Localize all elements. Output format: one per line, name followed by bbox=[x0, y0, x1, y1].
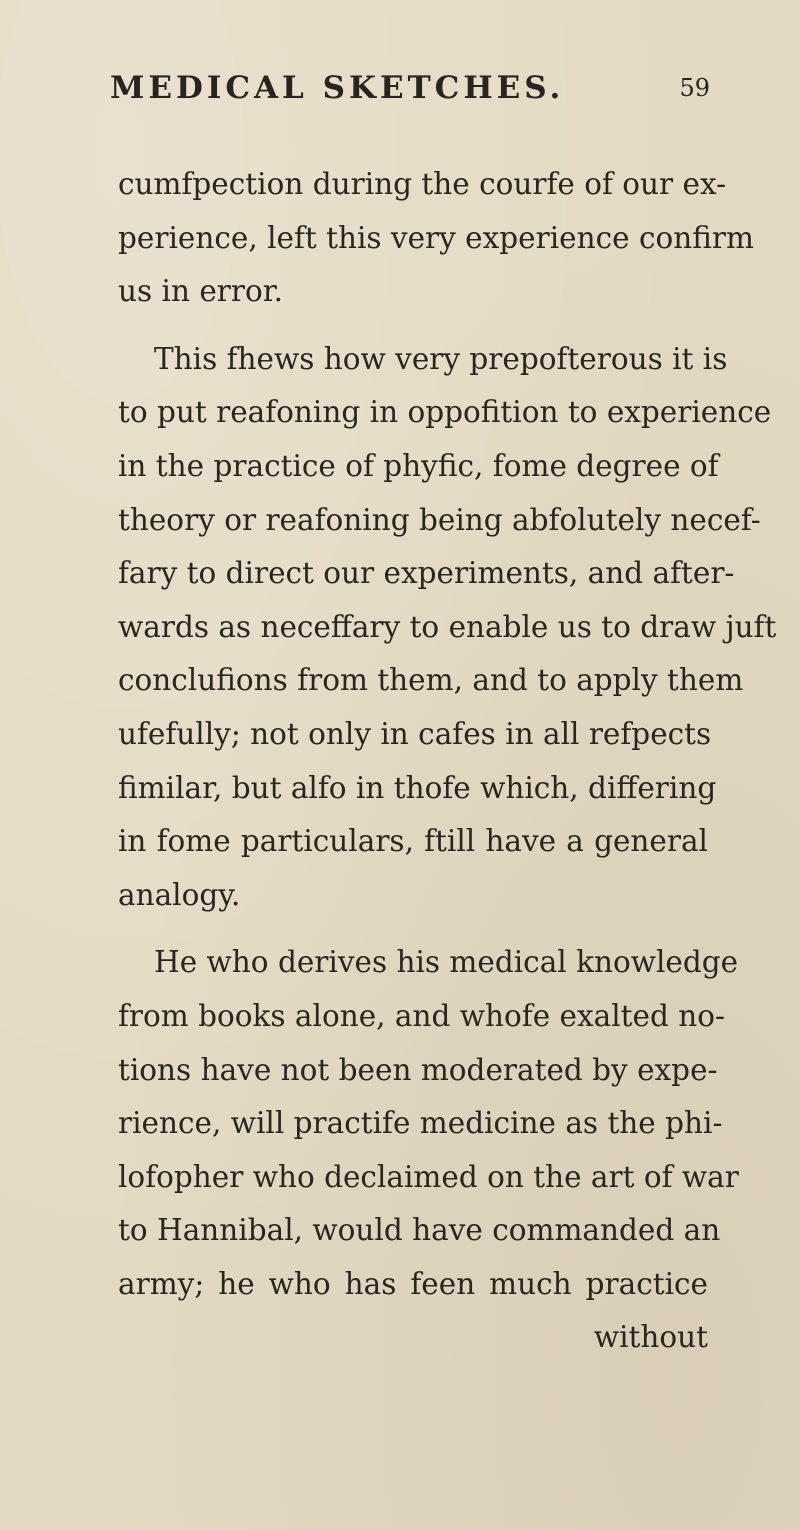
running-title: MEDICAL SKETCHES. bbox=[110, 70, 565, 106]
page-number: 59 bbox=[679, 74, 710, 102]
paragraph-1 bbox=[118, 158, 755, 319]
paragraph-2 bbox=[118, 333, 777, 923]
text-line: fimilar, but alfo in thofe which, differing bbox=[118, 770, 717, 805]
text-line: theory or reafoning being abfolutely necef- bbox=[118, 502, 761, 537]
text-line: lofopher who declaimed on the art of war bbox=[118, 1159, 739, 1194]
text-line: wards as neceffary to enable us to draw juft bbox=[118, 609, 777, 644]
text-line: army; he who has feen much practice bbox=[118, 1266, 708, 1301]
text-line: us in error. bbox=[118, 274, 283, 309]
text-line: He who derives his medical knowledge bbox=[154, 945, 739, 980]
text-line: This fhews how very prepofterous it is bbox=[154, 341, 728, 376]
text-line: perience, left this very experience confirm bbox=[118, 220, 755, 255]
text-line: tions have not been moderated by expe- bbox=[118, 1052, 718, 1087]
text-line: ufefully; not only in cafes in all refpects bbox=[118, 716, 712, 751]
text-line: to Hannibal, would have commanded an bbox=[118, 1213, 721, 1248]
text-line: conclufions from them, and to apply them bbox=[118, 663, 744, 698]
text-line: rience, will practife medicine as the phi- bbox=[118, 1106, 723, 1141]
text-line: from books alone, and whofe exalted no- bbox=[118, 998, 725, 1033]
running-head bbox=[110, 70, 710, 120]
text-line: cumfpection during the courfe of our ex- bbox=[118, 167, 727, 201]
text-line: fary to direct our experiments, and after- bbox=[118, 556, 735, 591]
text-line: to put reafoning in oppofition to experience bbox=[118, 395, 772, 430]
catchword: without bbox=[593, 1320, 708, 1355]
text-line: analogy. bbox=[118, 877, 241, 912]
paragraph-3 bbox=[118, 936, 739, 1311]
body-text bbox=[118, 158, 777, 1365]
text-line: in the practice of phyfic, fome degree of bbox=[118, 448, 719, 483]
text-line: in fome particulars, ftill have a general bbox=[118, 824, 708, 859]
